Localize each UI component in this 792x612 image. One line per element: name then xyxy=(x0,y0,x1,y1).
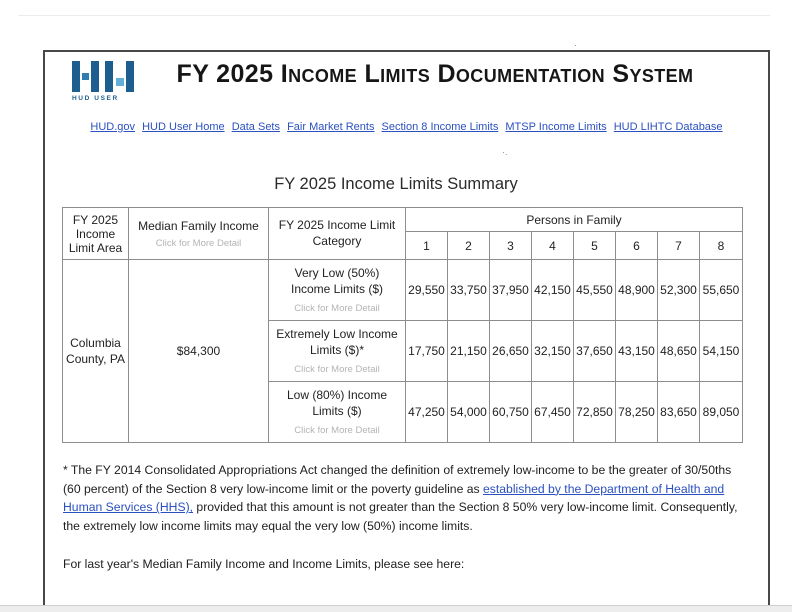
last-year-note: For last year's Median Family Income and Income Limits, please see here: xyxy=(63,557,465,571)
person-col-1: 1 xyxy=(406,232,448,260)
nav-link-fair-market-rents[interactable]: Fair Market Rents xyxy=(287,121,375,133)
scan-bottom-strip xyxy=(0,605,792,612)
value-cell: 89,050 xyxy=(700,382,743,443)
value-cell: 47,250 xyxy=(406,382,448,443)
col-header-category xyxy=(269,208,406,260)
footnote-text-pre: * The FY 2014 Consolidated Appropriations Act changed the definition of extremely low-income to be the greater of 30/50ths (60 percent) of the Section 8 very low-income limit or the poverty guideline as xyxy=(63,463,732,496)
value-cell: 29,550 xyxy=(406,260,448,321)
median-income-cell: $84,300 xyxy=(129,260,269,443)
nav-link-mtsp-income-limits[interactable]: MTSP Income Limits xyxy=(505,121,607,133)
nav-link-hud-lihtc-database[interactable]: HUD LIHTC Database xyxy=(613,121,723,133)
value-cell: 32,150 xyxy=(532,321,574,382)
value-cell: 45,550 xyxy=(574,260,616,321)
person-col-6: 6 xyxy=(616,232,658,260)
value-cell: 83,650 xyxy=(658,382,700,443)
value-cell: 60,750 xyxy=(490,382,532,443)
value-cell: 55,650 xyxy=(700,260,743,321)
person-col-3: 3 xyxy=(490,232,532,260)
median-header-label: Median Family Income xyxy=(138,218,259,233)
nav-link-hud-gov[interactable]: HUD.gov xyxy=(90,121,136,133)
scan-artifact-line xyxy=(18,15,770,16)
logo-bar xyxy=(126,61,134,92)
area-name-cell: Columbia County, PA xyxy=(63,260,129,443)
category-label: Low (80%) Income Limits ($) xyxy=(286,388,388,418)
col-header-area: FY 2025 Income Limit Area xyxy=(63,208,129,260)
value-cell: 26,650 xyxy=(490,321,532,382)
value-cell: 48,650 xyxy=(658,321,700,382)
value-cell: 21,150 xyxy=(448,321,490,382)
footnote xyxy=(63,461,747,535)
value-cell: 54,150 xyxy=(700,321,743,382)
footnote-text-post: provided that this amount is not greater than the Section 8 50% very low-income limit. Consequently, the extremely low income limits may equal the very low (50%) income limits. xyxy=(63,500,738,533)
income-limits-table xyxy=(62,207,743,443)
person-col-5: 5 xyxy=(574,232,616,260)
logo-bar xyxy=(91,61,99,92)
nav-link-data-sets[interactable]: Data Sets xyxy=(231,121,280,133)
logo-bar xyxy=(105,61,113,92)
category-cell-low xyxy=(269,382,406,443)
hhs-poverty-guideline-link[interactable]: established by the Department of Health and Human Services (HHS), xyxy=(63,481,725,515)
person-col-8: 8 xyxy=(700,232,743,260)
nav-link-hud-user-home[interactable]: HUD User Home xyxy=(142,121,225,133)
category-detail-link[interactable]: Click for More Detail xyxy=(294,424,380,436)
scan-artifact-dot: · xyxy=(574,40,577,50)
category-detail-link[interactable]: Click for More Detail xyxy=(294,363,380,375)
value-cell: 37,950 xyxy=(490,260,532,321)
value-cell: 43,150 xyxy=(616,321,658,382)
value-cell: 54,000 xyxy=(448,382,490,443)
top-nav xyxy=(45,121,768,133)
logo-caption: HUD USER xyxy=(72,95,119,102)
hud-user-logo xyxy=(72,61,142,105)
value-cell: 72,850 xyxy=(574,382,616,443)
category-cell-extremely-low xyxy=(269,321,406,382)
category-cell-very-low xyxy=(269,260,406,321)
median-detail-link[interactable]: Click for More Detail xyxy=(155,237,242,249)
person-col-7: 7 xyxy=(658,232,700,260)
col-header-median xyxy=(129,208,269,260)
value-cell: 67,450 xyxy=(532,382,574,443)
logo-bar xyxy=(72,61,80,92)
logo-accent-square xyxy=(116,78,124,86)
category-label: Extremely Low Income Limits ($)* xyxy=(276,327,398,357)
summary-title: FY 2025 Income Limits Summary xyxy=(274,175,518,193)
value-cell: 48,900 xyxy=(616,260,658,321)
logo-accent-square xyxy=(82,73,89,80)
value-cell: 33,750 xyxy=(448,260,490,321)
value-cell: 37,650 xyxy=(574,321,616,382)
scan-artifact-dot: ·. xyxy=(502,147,508,157)
value-cell: 78,250 xyxy=(616,382,658,443)
category-detail-link[interactable]: Click for More Detail xyxy=(294,302,380,314)
category-label: Very Low (50%) Income Limits ($) xyxy=(290,266,384,296)
value-cell: 42,150 xyxy=(532,260,574,321)
person-col-2: 2 xyxy=(448,232,490,260)
value-cell: 17,750 xyxy=(406,321,448,382)
category-header-label: FY 2025 Income Limit Category xyxy=(278,217,396,248)
col-header-persons-in-family: Persons in Family xyxy=(406,208,743,232)
value-cell: 52,300 xyxy=(658,260,700,321)
page-title: FY 2025 Income Limits Documentation System xyxy=(176,60,694,88)
nav-link-section8-income-limits[interactable]: Section 8 Income Limits xyxy=(381,121,499,133)
person-col-4: 4 xyxy=(532,232,574,260)
